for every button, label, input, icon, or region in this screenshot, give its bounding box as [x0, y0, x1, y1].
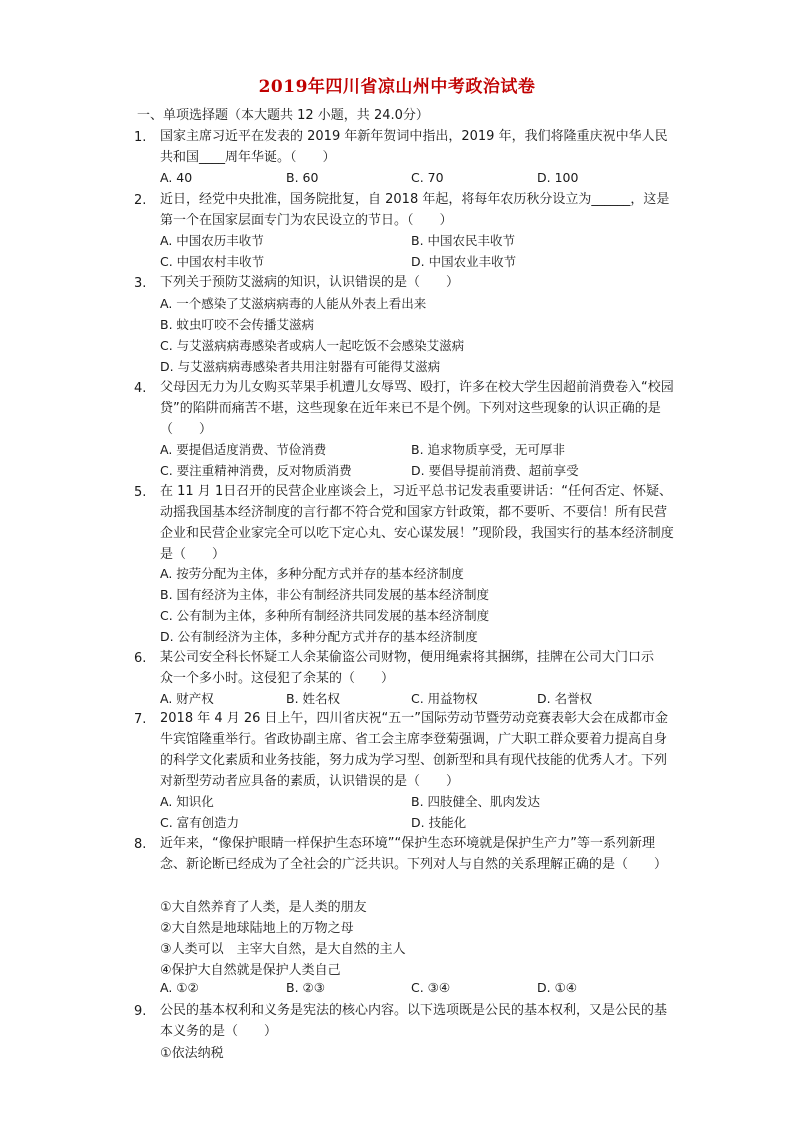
option-a: A. 按劳分配为主体，多种分配方式并存的基本经济制度	[160, 566, 464, 581]
question-number: 4.	[134, 381, 147, 396]
question-text: 2018 年 4 月 26 日上午，四川省庆祝“五一”国际劳动节暨劳动竞赛表彰大会在成都市金牛宾馆隆重举行。省政协副主席、省工会主席李登菊强调，广大职工群众要着力提高自身的科学文化素质和业务技能，努力成为学习型、创新型和具有现代技能的优秀人才。下列对新型劳动者应具备的素质，认识错误的是（ ）	[160, 711, 669, 789]
page-title: 2019年四川省凉山州中考政治试卷	[258, 77, 536, 97]
option-c: C. 70	[411, 170, 444, 185]
option-b: B. 60	[286, 170, 319, 185]
option-d: D. 名誉权	[537, 691, 593, 706]
statement-1: ①依法纳税	[160, 1046, 224, 1061]
option-b: B. ②③	[286, 980, 325, 995]
option-b: B. 中国农民丰收节	[411, 233, 516, 248]
option-a: A. 财产权	[160, 691, 214, 706]
question-number: 7.	[134, 712, 147, 727]
option-a: A. 要提倡适度消费、节俭消费	[160, 442, 327, 457]
option-d: D. 要倡导提前消费、超前享受	[411, 463, 579, 478]
statement-4: ④保护大自然就是保护人类自己	[160, 963, 341, 978]
option-b: B. 蚊虫叮咬不会传播艾滋病	[160, 317, 315, 332]
statement-2: ②大自然是地球陆地上的万物之母	[160, 921, 354, 936]
option-d: D. 公有制经济为主体，多种分配方式并存的基本经济制度	[160, 629, 478, 644]
question-number: 3.	[134, 276, 147, 291]
option-c: C. 公有制为主体，多种所有制经济共同发展的基本经济制度	[160, 608, 490, 623]
question-number: 6.	[134, 651, 147, 666]
statement-3: ③人类可以 主宰大自然，是大自然的主人	[160, 942, 406, 957]
question-number: 2.	[134, 193, 147, 208]
option-a: A. ①②	[160, 980, 199, 995]
option-a: A. 一个感染了艾滋病病毒的人能从外表上看出来	[160, 296, 427, 311]
question-text: 近日，经党中央批准，国务院批复，自 2018 年起，将每年农历秋分设立为______，这是第一个在国家层面专门为农民设立的节日。（ ）	[160, 192, 670, 228]
option-c: C. 用益物权	[411, 691, 478, 706]
option-b: B. 国有经济为主体，非公有制经济共同发展的基本经济制度	[160, 587, 490, 602]
option-c: C. 富有创造力	[160, 815, 240, 830]
option-b: B. 四肢健全、肌肉发达	[411, 794, 541, 809]
question-number: 5.	[134, 485, 147, 500]
option-c: C. 要注重精神消费，反对物质消费	[160, 463, 352, 478]
option-d: D. 中国农业丰收节	[411, 254, 517, 269]
question-number: 8.	[134, 837, 147, 852]
option-b: B. 追求物质享受，无可厚非	[411, 442, 566, 457]
option-c: C. 中国农村丰收节	[160, 254, 265, 269]
statement-1: ①大自然养育了人类，是人类的朋友	[160, 900, 367, 915]
option-b: B. 姓名权	[286, 691, 341, 706]
question-text: 国家主席习近平在发表的 2019 年新年贺词中指出，2019 年，我们将隆重庆祝中华人民共和国____周年华诞。（ ）	[160, 129, 668, 165]
question-text: 在 11 月 1日召开的民营企业座谈会上，习近平总书记发表重要讲话：“任何否定、怀疑、动摇我国基本经济制度的言行都不符合党和国家方针政策，都不要听、不要信！所有民营企业和民营企业家完全可以吃下定心丸、安心谋发展！”现阶段，我国实行的基本经济制度是（ ）	[160, 484, 674, 562]
option-a: A. 40	[160, 170, 193, 185]
option-d: D. ①④	[537, 980, 577, 995]
question-text: 公民的基本权利和义务是宪法的核心内容。以下选项既是公民的基本权利，又是公民的基本义务的是（ ）	[160, 1003, 668, 1039]
question-number: 9.	[134, 1004, 147, 1019]
option-a: A. 中国农历丰收节	[160, 233, 264, 248]
option-a: A. 知识化	[160, 794, 214, 809]
option-c: C. 与艾滋病病毒感染者或病人一起吃饭不会感染艾滋病	[160, 338, 465, 353]
option-c: C. ③④	[411, 980, 451, 995]
question-text: 某公司安全科长怀疑工人余某偷盗公司财物，便用绳索将其捆绑，挂牌在公司大门口示 众一个多小时。这侵犯了余某的（ ）	[160, 650, 668, 686]
option-d: D. 100	[537, 170, 579, 185]
option-d: D. 技能化	[411, 815, 467, 830]
option-d: D. 与艾滋病病毒感染者共用注射器有可能得艾滋病	[160, 359, 441, 374]
question-text: 父母因无力为儿女购买苹果手机遭儿女辱骂、殴打，许多在校大学生因超前消费卷入“校园贷”的陷阱而痛苦不堪，这些现象在近年来已不是个例。下列对这些现象的认识正确的是（ ）	[160, 380, 674, 437]
question-text: 下列关于预防艾滋病的知识，认识错误的是（ ）	[160, 275, 460, 290]
question-number: 1.	[134, 130, 147, 145]
section-heading: 一、单项选择题（本大题共 12 小题，共 24.0分）	[137, 108, 429, 123]
question-text: 近年来，“像保护眼睛一样保护生态环境”“保护生态环境就是保护生产力”等一系列新理念、新论断已经成为了全社会的广泛共识。下列对人与自然的关系理解正确的是（ ）	[160, 836, 668, 872]
